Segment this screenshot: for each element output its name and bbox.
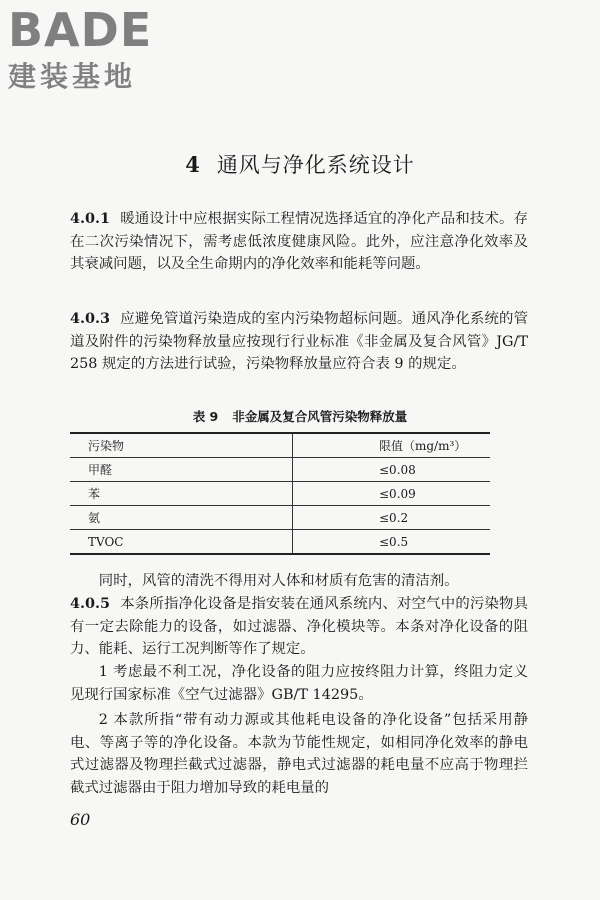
table-number: 表 9 [192,409,219,424]
table-row [70,458,490,482]
clause-text: 本条所指净化设备是指安装在通风系统内、对空气中的污染物具有一定去除能力的设备，如过滤器、净化模块等。本条对净化设备的阻力、能耗、运行工况判断等作了规定。 [70,596,528,658]
clause-4-0-5-item-2: 2 本款所指“带有动力源或其他耗电设备的净化设备”包括采用静电、等离子等的净化设备。本款为节能性规定，如相同净化效率的静电式过滤器及物理拦截式过滤器，静电式过滤器的耗电量不应高于物理拦截式过滤器由于阻力增加导致的耗电量的 [70,712,528,796]
watermark-brand: BADE [8,3,153,57]
watermark-subtitle: 建装基地 [8,60,137,93]
chapter-name: 通风与净化系统设计 [216,153,415,177]
table-title: 非金属及复合风管污染物释放量 [232,409,408,424]
chapter-number: 4 [185,152,201,177]
clause-4-0-5-item-1: 1 考虑最不利工况，净化设备的阻力应按终阻力计算，终阻力定义见现行国家标准《空气过滤器》GB/T 14295。 [70,664,528,703]
clause-4-0-5 [70,593,528,661]
table-caption [0,407,600,425]
table-row [70,482,490,506]
table-row [70,530,490,555]
limit-cell: ≤0.09 [293,482,491,506]
page-number: 60 [70,810,91,829]
clause-4-0-3 [70,308,528,376]
header-limit: 限值（mg/m³） [293,433,491,458]
pollutant-cell: 苯 [70,482,293,506]
clause-text: 应避免管道污染造成的室内污染物超标问题。通风净化系统的管道及附件的污染物释放量应按现行行业标准《非金属及复合风管》JG/T 258 规定的方法进行试验，污染物释放量应符合表 9 的规定。 [70,311,528,373]
watermark-logo [8,4,152,94]
clause-4-0-1 [70,208,528,276]
clause-number: 4.0.1 [70,210,111,227]
limit-cell: ≤0.5 [379,534,409,549]
table-header-row [70,433,490,458]
chapter-title [0,149,600,179]
clause-number: 4.0.5 [70,595,111,612]
clause-number: 4.0.3 [70,310,111,327]
emissions-table [70,432,490,555]
pollutant-cell: 氨 [70,506,293,530]
limit-cell: ≤0.08 [293,458,491,482]
pollutant-cell: 甲醛 [70,458,293,482]
table-row [70,506,490,530]
clause-text: 暖通设计中应根据实际工程情况选择适宜的净化产品和技术。存在二次污染情况下，需考虑低浓度健康风险。此外，应注意净化效率及其衰减问题，以及全生命期内的净化效率和能耗等问题。 [70,211,528,273]
pollutant-cell: TVOC [70,530,293,555]
after-table-paragraph: 同时，风管的清洗不得用对人体和材质有危害的清洁剂。 [98,573,459,589]
header-pollutant: 污染物 [70,433,293,458]
limit-cell: ≤0.2 [293,506,491,530]
